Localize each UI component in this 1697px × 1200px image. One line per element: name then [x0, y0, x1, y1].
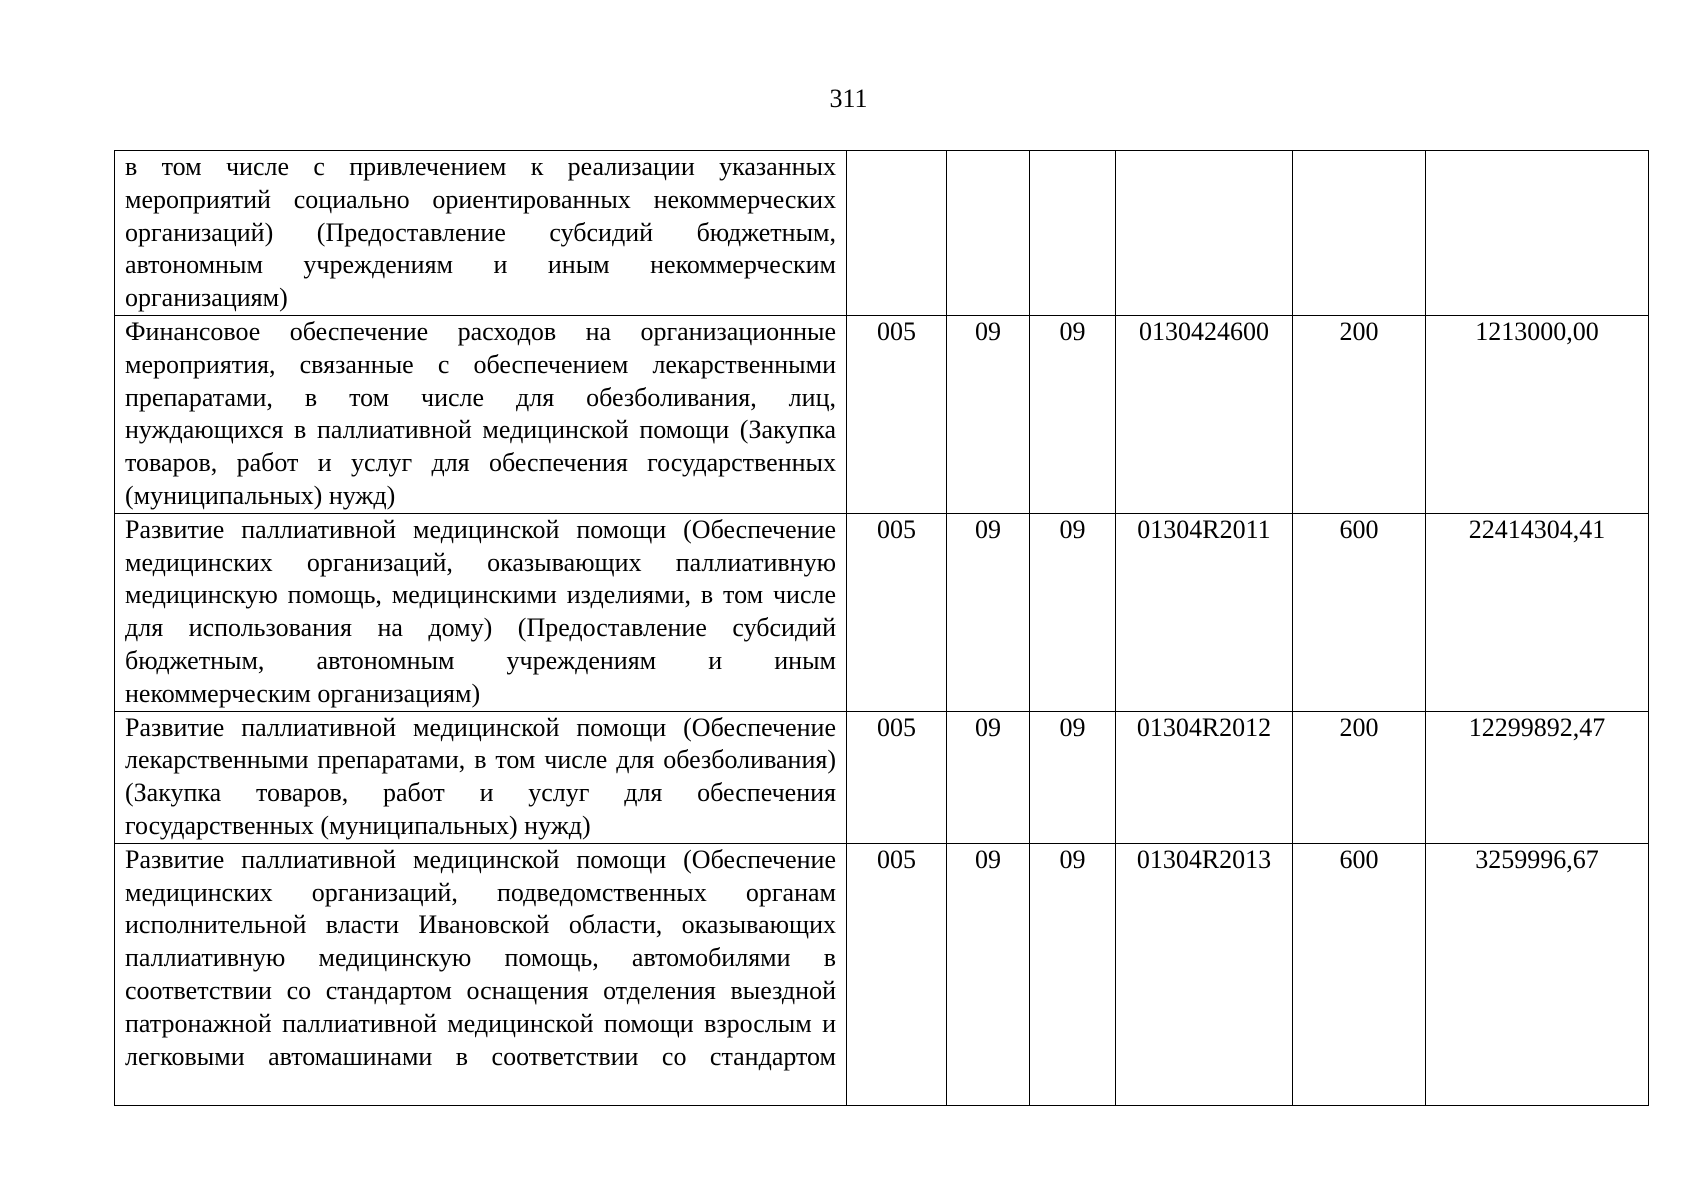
- target-article-code: 01304R2013: [1116, 843, 1293, 1105]
- amount: 1213000,00: [1426, 315, 1649, 513]
- amount: 3259996,67: [1426, 843, 1649, 1105]
- table-row: [115, 315, 1649, 513]
- table-row: [115, 513, 1649, 711]
- subsection-code: 09: [1030, 315, 1116, 513]
- subsection-code: 09: [1030, 513, 1116, 711]
- subsection-code: [1030, 151, 1116, 316]
- expense-type-code: [1293, 151, 1426, 316]
- expense-type-code: 600: [1293, 513, 1426, 711]
- target-article-code: 01304R2011: [1116, 513, 1293, 711]
- ministry-code: 005: [847, 843, 947, 1105]
- expense-description: Развитие паллиативной медицинской помощи (Обеспечение лекарственными препаратами, в том числе для обезболивания) (Закупка товаров, работ и услуг для обеспечения государственных (муниципальных) нужд): [115, 711, 847, 843]
- expense-type-code: 200: [1293, 315, 1426, 513]
- ministry-code: 005: [847, 315, 947, 513]
- expense-description: Финансовое обеспечение расходов на организационные мероприятия, связанные с обеспечением лекарственными препаратами, в том числе для обезболивания, лиц, нуждающихся в паллиативной медицинской помощи (Закупка товаров, работ и услуг для обеспечения государственных (муниципальных) нужд): [115, 315, 847, 513]
- table-row: [115, 711, 1649, 843]
- amount: 12299892,47: [1426, 711, 1649, 843]
- subsection-code: 09: [1030, 843, 1116, 1105]
- section-code: [947, 151, 1030, 316]
- subsection-code: 09: [1030, 711, 1116, 843]
- expense-type-code: 600: [1293, 843, 1426, 1105]
- expense-description: в том числе с привлечением к реализации указанных мероприятий социально ориентированных некоммерческих организаций) (Предоставление субсидий бюджетным, автономным учреждениям и иным некоммерческим организациям): [115, 151, 847, 316]
- target-article-code: 0130424600: [1116, 315, 1293, 513]
- table-row: [115, 151, 1649, 316]
- section-code: 09: [947, 843, 1030, 1105]
- budget-table: [114, 150, 1649, 1106]
- table-row: [115, 843, 1649, 1105]
- target-article-code: 01304R2012: [1116, 711, 1293, 843]
- expense-type-code: 200: [1293, 711, 1426, 843]
- amount: 22414304,41: [1426, 513, 1649, 711]
- ministry-code: 005: [847, 513, 947, 711]
- ministry-code: 005: [847, 711, 947, 843]
- section-code: 09: [947, 315, 1030, 513]
- expense-description: Развитие паллиативной медицинской помощи (Обеспечение медицинских организаций, подведомственных органам исполнительной власти Ивановской области, оказывающих паллиативную медицинскую помощь, автомобилями в соответствии со стандартом оснащения отделения выездной патронажной паллиативной медицинской помощи взрослым и легковыми автомашинами в соответствии со стандартом: [115, 843, 847, 1105]
- section-code: 09: [947, 711, 1030, 843]
- target-article-code: [1116, 151, 1293, 316]
- expense-description: Развитие паллиативной медицинской помощи (Обеспечение медицинских организаций, оказывающих паллиативную медицинскую помощь, медицинскими изделиями, в том числе для использования на дому) (Предоставление субсидий бюджетным, автономным учреждениям и иным некоммерческим организациям): [115, 513, 847, 711]
- section-code: 09: [947, 513, 1030, 711]
- ministry-code: [847, 151, 947, 316]
- amount: [1426, 151, 1649, 316]
- page-number: 311: [829, 84, 868, 113]
